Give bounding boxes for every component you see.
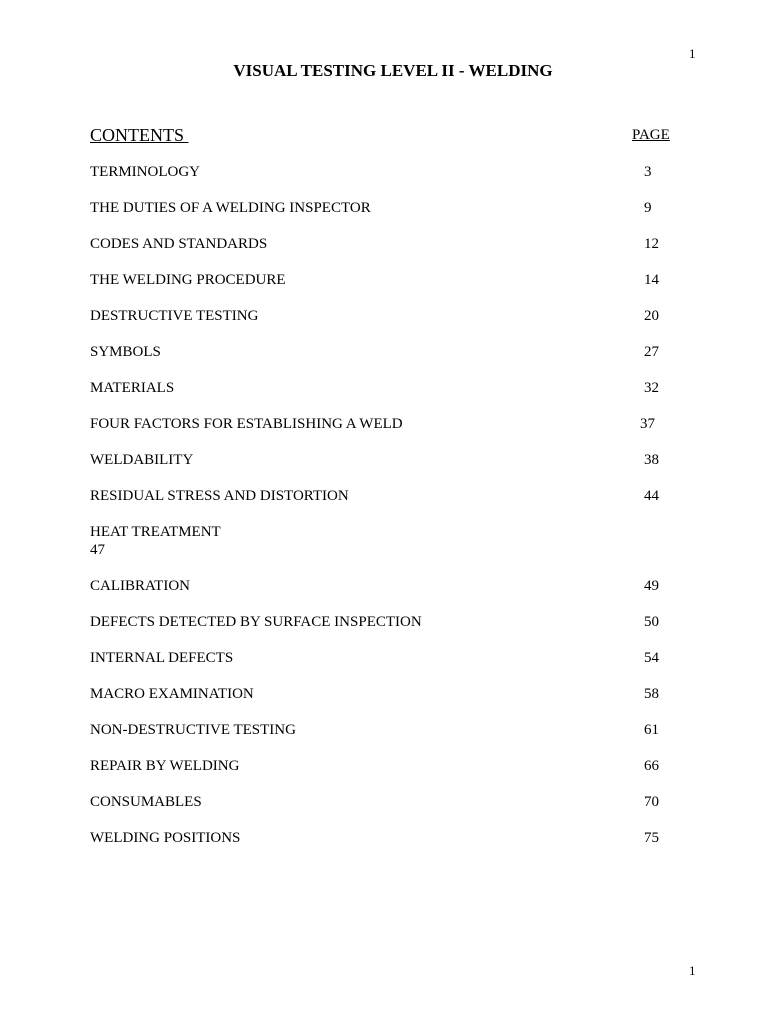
toc-entry [90,685,690,705]
toc-entry-page: 37 [640,416,655,432]
toc-entry [90,163,690,183]
toc-entry-title: MACRO EXAMINATION [90,686,254,702]
toc-entry [90,235,690,255]
toc-entry [90,523,690,563]
page-number-top: 1 [689,46,696,61]
toc-entry [90,379,690,399]
toc-entry-title: HEAT TREATMENT [90,524,221,540]
toc-entry-title: THE DUTIES OF A WELDING INSPECTOR [90,200,371,216]
toc-entry-title: CONSUMABLES [90,794,202,810]
toc-entry-page: 20 [644,308,659,324]
toc-entry-page: 38 [644,452,659,468]
toc-entry-page: 49 [644,578,659,594]
toc-entry [90,757,690,777]
toc-entry-page: 58 [644,686,659,702]
toc-entry [90,649,690,669]
contents-heading: CONTENTS [90,125,189,145]
toc-entry-title: FOUR FACTORS FOR ESTABLISHING A WELD [90,416,403,432]
toc-entry-page: 70 [644,794,659,810]
toc-entry-page: 12 [644,236,659,252]
toc-entry-page: 61 [644,722,659,738]
toc-entry [90,721,690,741]
document-title: VISUAL TESTING LEVEL II - WELDING [233,61,553,80]
toc-entry-title: CALIBRATION [90,578,190,594]
toc-entry-page: 75 [644,830,659,846]
toc-entry [90,451,690,471]
toc-entry-page: 14 [644,272,659,288]
toc-entry-title: WELDING POSITIONS [90,830,241,846]
toc-entry [90,199,690,219]
toc-entry-title: THE WELDING PROCEDURE [90,272,286,288]
toc-entry [90,271,690,291]
toc-entry-title: SYMBOLS [90,344,161,360]
page-column-heading: PAGE [632,127,670,143]
toc-entry-page: 9 [644,200,652,216]
page-number-bottom: 1 [689,963,696,978]
toc-entry [90,343,690,363]
toc-entry-title: RESIDUAL STRESS AND DISTORTION [90,488,349,504]
toc-entry [90,307,690,327]
toc-entry-page: 27 [644,344,659,360]
toc-entry [90,793,690,813]
toc-entry-page: 47 [90,542,105,558]
toc-entry-page: 66 [644,758,659,774]
toc-entry [90,577,690,597]
toc-entry-page: 50 [644,614,659,630]
toc-entry [90,487,690,507]
toc-entry-title: NON-DESTRUCTIVE TESTING [90,722,296,738]
toc-entry-page: 32 [644,380,659,396]
toc-entry-title: CODES AND STANDARDS [90,236,268,252]
toc-entry [90,613,690,633]
toc-entry [90,829,690,849]
toc-entry-title: INTERNAL DEFECTS [90,650,234,666]
toc-entry-page: 54 [644,650,659,666]
toc-entry-title: TERMINOLOGY [90,164,200,180]
toc-entry-page: 44 [644,488,659,504]
toc-entry-page: 3 [644,164,652,180]
toc-entry-title: WELDABILITY [90,452,194,468]
toc-entry-title: DESTRUCTIVE TESTING [90,308,259,324]
toc-entry-title: MATERIALS [90,380,175,396]
toc-entry-title: DEFECTS DETECTED BY SURFACE INSPECTION [90,614,422,630]
toc-entry-title: REPAIR BY WELDING [90,758,240,774]
toc-entry [90,415,690,435]
